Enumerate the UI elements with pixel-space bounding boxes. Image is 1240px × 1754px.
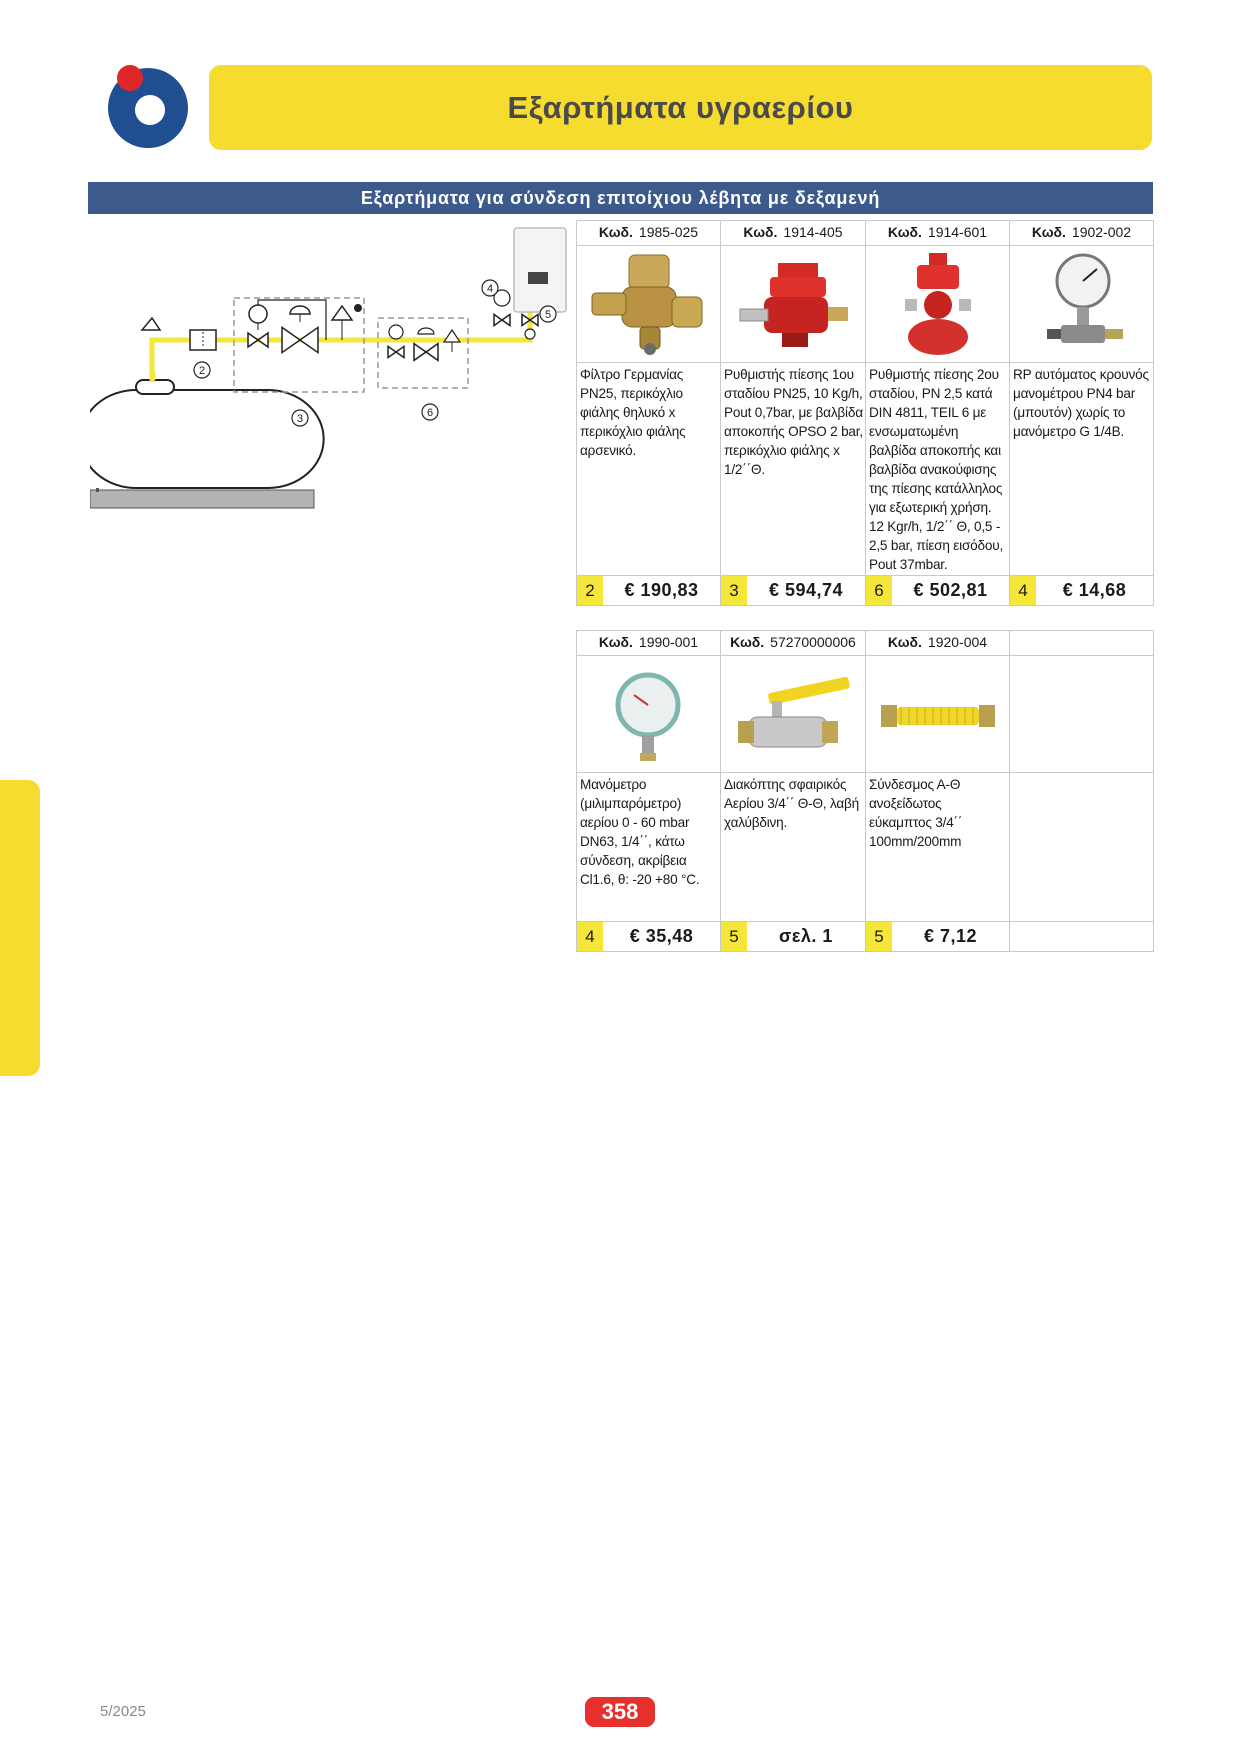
price-cell bbox=[577, 576, 721, 606]
schematic-ref: 5 bbox=[721, 922, 747, 951]
valve-icon bbox=[494, 314, 510, 325]
section-header bbox=[88, 182, 1153, 214]
product-code: Κωδ. 1920-004 bbox=[866, 631, 1010, 656]
schematic-ref: 2 bbox=[577, 576, 603, 605]
boiler-icon bbox=[514, 228, 566, 312]
relief-valve-icon bbox=[332, 306, 352, 320]
product-code: Κωδ. 1902-002 bbox=[1010, 221, 1154, 246]
product-image bbox=[721, 246, 866, 363]
company-logo bbox=[104, 64, 188, 148]
title-banner bbox=[209, 65, 1152, 150]
diaphragm-icon bbox=[418, 328, 434, 334]
regulator-icon bbox=[282, 327, 318, 352]
product-code: Κωδ. 1985-025 bbox=[577, 221, 721, 246]
empty-cell bbox=[1010, 631, 1154, 656]
reference-label: 2 bbox=[198, 365, 206, 377]
product-price: σελ. 1 bbox=[779, 926, 833, 946]
product-code: Κωδ. 1914-405 bbox=[721, 221, 866, 246]
manometer-icon bbox=[584, 659, 714, 769]
product-code: Κωδ. 1914-601 bbox=[866, 221, 1010, 246]
schematic-ref: 4 bbox=[577, 922, 603, 951]
schematic-ref: 3 bbox=[721, 576, 747, 605]
product-price: € 35,48 bbox=[629, 926, 694, 946]
flexible-hose-icon bbox=[873, 659, 1003, 769]
product-image bbox=[1010, 246, 1154, 363]
section-title: Εξαρτήματα για σύνδεση επιτοίχιου λέβητα με δεξαμενή bbox=[360, 187, 881, 208]
product-description: Διακόπτης σφαιρικός Αερίου 3/4΄΄ Θ-Θ, λαβή χαλύβδινη. bbox=[721, 773, 866, 922]
valve-icon bbox=[388, 346, 404, 357]
second-stage-regulator-icon bbox=[873, 249, 1003, 359]
empty-cell bbox=[1010, 922, 1154, 952]
schematic-ref: 4 bbox=[1010, 576, 1036, 605]
product-description: Ρυθμιστής πίεσης 2ου σταδίου, PN 2,5 κατά DIN 4811, TEIL 6 με ενσωματωμένη βαλβίδα αποκοπής και βαλβίδα ανακούφισης της πίεσης κατάλληλος για εξωτερική χρήση. 12 Kgr/h, 1/2΄΄ Θ, 0,5 - 2,5 bar, πίεση εισόδου, Pout 37mbar. bbox=[866, 363, 1010, 576]
price-cell bbox=[577, 922, 721, 952]
footer-date: 5/2025 bbox=[100, 1703, 146, 1720]
gas-filter-icon bbox=[584, 249, 714, 359]
installation-schematic bbox=[90, 222, 570, 602]
product-code: Κωδ. 57270000006 bbox=[721, 631, 866, 656]
product-price: € 502,81 bbox=[913, 580, 988, 600]
reference-label: 3 bbox=[296, 413, 304, 425]
first-stage-regulator-icon bbox=[728, 249, 858, 359]
empty-cell bbox=[1010, 656, 1154, 773]
price-cell bbox=[721, 922, 866, 952]
reference-label: 6 bbox=[426, 407, 434, 419]
diaphragm-icon bbox=[290, 306, 310, 314]
pressure-sensor-icon bbox=[389, 325, 403, 339]
tank-icon bbox=[90, 380, 324, 508]
page-number: 358 bbox=[585, 1697, 655, 1727]
product-description: RP αυτόματος κρουνός μανομέτρου PN4 bar (μπουτόν) χωρίς το μανόμετρο G 1/4B. bbox=[1010, 363, 1154, 576]
product-description: Μανόμετρο (μιλιμπαρόμετρο) αερίου 0 - 60 mbar DN63, 1/4΄΄, κάτω σύνδεση, ακρίβεια Cl1.6, θ: -20 +80 °C. bbox=[577, 773, 721, 922]
regulator-icon bbox=[414, 344, 438, 361]
price-cell bbox=[866, 576, 1010, 606]
product-image bbox=[866, 656, 1010, 773]
product-image bbox=[577, 656, 721, 773]
product-description: Σύνδεσμος Α-Θ ανοξείδωτος εύκαμπτος 3/4΄΄ 100mm/200mm bbox=[866, 773, 1010, 922]
schematic-ref: 6 bbox=[866, 576, 892, 605]
price-cell bbox=[721, 576, 866, 606]
pressure-gauge-tap-icon bbox=[1017, 249, 1147, 359]
product-code: Κωδ. 1990-001 bbox=[577, 631, 721, 656]
product-image bbox=[866, 246, 1010, 363]
product-price: € 14,68 bbox=[1062, 580, 1127, 600]
valve-icon bbox=[248, 333, 268, 347]
product-image bbox=[577, 246, 721, 363]
ball-valve-icon bbox=[728, 659, 858, 769]
price-cell bbox=[866, 922, 1010, 952]
product-description: Ρυθμιστής πίεσης 1ου σταδίου PN25, 10 Kg/h, Pout 0,7bar, με βαλβίδα αποκοπής OPSO 2 bar, περικόχλιο φιάλης x 1/2΄΄Θ. bbox=[721, 363, 866, 576]
empty-cell bbox=[1010, 773, 1154, 922]
relief-valve-icon bbox=[444, 330, 460, 342]
reference-label: 5 bbox=[544, 309, 552, 321]
schematic-ref: 5 bbox=[866, 922, 892, 951]
product-price: € 190,83 bbox=[624, 580, 699, 600]
product-price: € 594,74 bbox=[768, 580, 844, 600]
product-price: € 7,12 bbox=[923, 926, 978, 946]
product-grid-bottom bbox=[576, 630, 1154, 952]
vent-icon bbox=[142, 318, 160, 330]
reference-label: 4 bbox=[486, 283, 494, 295]
product-description: Φίλτρο Γερμανίας PN25, περικόχλιο φιάλης θηλυκό x περικόχλιο φιάλης αρσενικό. bbox=[577, 363, 721, 576]
side-tab bbox=[0, 780, 40, 1076]
product-image bbox=[721, 656, 866, 773]
price-cell bbox=[1010, 576, 1154, 606]
pressure-sensor-icon bbox=[249, 305, 267, 323]
page-title: Εξαρτήματα υγραερίου bbox=[507, 89, 854, 125]
product-grid-top bbox=[576, 220, 1154, 606]
